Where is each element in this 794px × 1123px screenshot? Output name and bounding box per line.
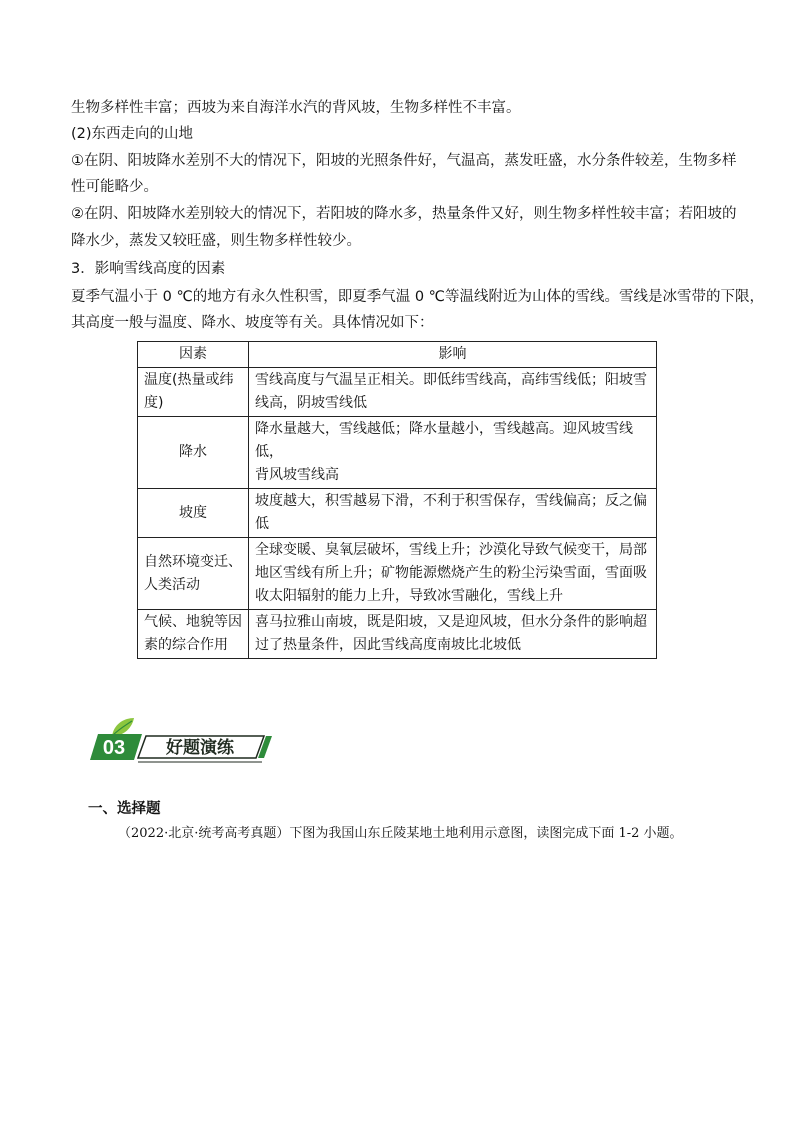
effect-line: 线高，阴坡雪线低 <box>255 395 367 411</box>
effect-line: 喜马拉雅山南坡，既是阳坡，又是迎风坡，但水分条件的影响超 <box>255 614 647 630</box>
section-badge <box>86 716 276 764</box>
table-cell-effect <box>249 489 657 538</box>
paragraph-3: ①在阴、阳坡降水差别不大的情况下，阳坡的光照条件好，气温高，蒸发旺盛，水分条件较差，生物多样 <box>71 153 737 169</box>
paragraph-8: 夏季气温小于 0 ℃的地方有永久性积雪，即夏季气温 0 ℃等温线附近为山体的雪线。雪线是冰雪带的下限， <box>71 289 764 305</box>
effect-line: 雪线高度与气温呈正相关。即低纬雪线高，高纬雪线低；阳坡雪 <box>255 372 647 388</box>
effect-line: 坡度越大，积雪越易下滑，不利于积雪保存，雪线偏高；反之偏 <box>255 493 647 509</box>
paragraph-7: 3．影响雪线高度的因素 <box>71 261 226 277</box>
section-title: 好题演练 <box>166 738 234 758</box>
table-header-factor: 因素 <box>138 342 249 368</box>
effect-line: 收太阳辐射的能力上升，导致冰雪融化，雪线上升 <box>255 588 563 604</box>
snowline-factors-table <box>137 341 657 659</box>
factor-line: 自然环境变迁、 <box>144 553 242 570</box>
question-intro: （2022·北京·统考高考真题）下图为我国山东丘陵某地土地利用示意图，读图完成下面 1-2 小题。 <box>118 826 683 841</box>
effect-line: 降水量越大，雪线越低；降水量越小，雪线越高。迎风坡雪线低， <box>255 421 633 460</box>
table-row <box>138 538 657 610</box>
paragraph-2: (2)东西走向的山地 <box>71 126 194 142</box>
effect-line: 地区雪线有所上升；矿物能源燃烧产生的粉尘污染雪面，雪面吸 <box>255 565 647 581</box>
factor-line: 度) <box>144 395 164 411</box>
effect-line: 全球变暖、臭氧层破坏，雪线上升；沙漠化导致气候变干，局部 <box>255 542 647 558</box>
table-cell-factor <box>138 610 249 659</box>
factor-line: 气候、地貌等因 <box>144 614 242 630</box>
table-header-row <box>138 342 657 368</box>
table-cell-effect <box>249 610 657 659</box>
factor-line: 人类活动 <box>144 576 200 593</box>
effect-line: 过了热量条件，因此雪线高度南坡比北坡低 <box>255 637 521 653</box>
table-cell-factor <box>138 538 249 610</box>
table-header-effect: 影响 <box>249 342 657 368</box>
section-heading: 一、选择题 <box>88 801 161 817</box>
section-number: 03 <box>102 737 126 759</box>
table-row <box>138 489 657 538</box>
factor-line: 素的综合作用 <box>144 637 228 653</box>
table-cell-effect <box>249 538 657 610</box>
table-cell-factor <box>138 489 249 538</box>
leaf-icon <box>112 718 134 736</box>
paragraph-6: 降水少，蒸发又较旺盛，则生物多样性较少。 <box>71 233 361 249</box>
paragraph-9: 其高度一般与温度、降水、坡度等有关。具体情况如下： <box>71 315 434 331</box>
effect-line: 背风坡雪线高 <box>255 467 339 483</box>
table-cell-effect <box>249 417 657 489</box>
paragraph-1: 生物多样性丰富；西坡为来自海洋水汽的背风坡，生物多样性不丰富。 <box>71 100 521 116</box>
table-cell-factor <box>138 368 249 417</box>
table-cell-effect <box>249 368 657 417</box>
table-row <box>138 610 657 659</box>
paragraph-5: ②在阴、阳坡降水差别较大的情况下，若阳坡的降水多，热量条件又好，则生物多样性较丰富；若阳坡的 <box>71 206 737 222</box>
table-row <box>138 368 657 417</box>
table-cell-factor <box>138 417 249 489</box>
factor-line: 坡度 <box>179 504 207 521</box>
factor-line: 降水 <box>179 444 207 460</box>
factor-line: 温度(热量或纬 <box>144 372 234 388</box>
effect-line: 低 <box>255 516 269 532</box>
paragraph-4: 性可能略少。 <box>71 179 158 195</box>
table-row <box>138 417 657 489</box>
